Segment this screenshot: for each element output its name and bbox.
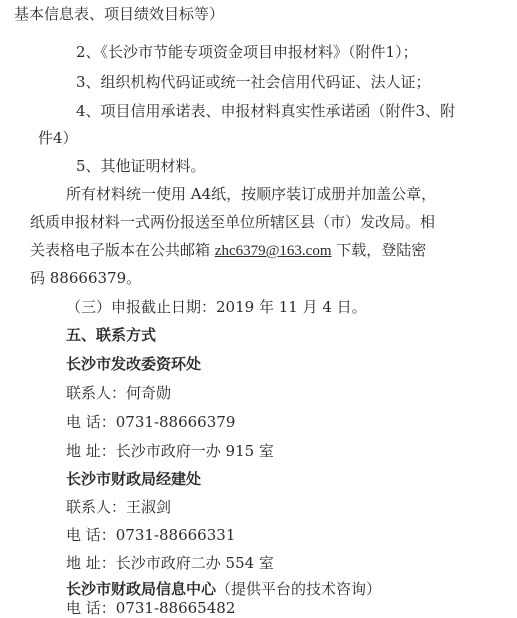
list-item-3: 3、组织机构代码证或统一社会信用代码证、法人证； bbox=[76, 73, 431, 91]
contact-org: 长沙市发改委资环处 bbox=[66, 355, 202, 373]
paragraph-text: 下载，登陆密 bbox=[336, 241, 427, 259]
contact-org-line bbox=[66, 579, 517, 599]
contact-org: 长沙市财政局经建处 bbox=[66, 470, 202, 488]
contact-org-note: （提供平台的技术咨询） bbox=[216, 580, 382, 598]
paragraph-text: 关表格电子版本在公共邮箱 bbox=[30, 241, 211, 259]
contact-phone: 电 话：0731-88666331 bbox=[66, 526, 236, 544]
section-heading: 五、联系方式 bbox=[66, 326, 157, 344]
paragraph-line: 码 88666379。 bbox=[30, 269, 142, 287]
text-line: 基本信息表、项目绩效目标等） bbox=[14, 5, 225, 23]
contact-address: 地 址：长沙市政府一办 915 室 bbox=[66, 442, 274, 460]
deadline-line: （三）申报截止日期：2019 年 11 月 4 日。 bbox=[66, 298, 367, 316]
contact-person: 联系人：何奇勋 bbox=[66, 384, 172, 402]
contact-person: 联系人：王淑剑 bbox=[66, 498, 172, 516]
paragraph-line: 纸质申报材料一式两份报送至单位所辖区县（市）发改局。相 bbox=[30, 213, 436, 231]
list-item-5: 5、其他证明材料。 bbox=[76, 157, 206, 175]
paragraph-line-email bbox=[30, 240, 517, 261]
contact-phone: 电 话：0731-88665482 bbox=[66, 599, 236, 617]
contact-phone: 电 话：0731-88666379 bbox=[66, 413, 236, 431]
list-item-4: 4、项目信用承诺表、申报材料真实性承诺函（附件3、附 bbox=[76, 102, 456, 120]
paragraph-line: 所有材料统一使用 A4纸，按顺序装订成册并加盖公章， bbox=[66, 185, 437, 203]
contact-address: 地 址：长沙市政府二办 554 室 bbox=[66, 554, 274, 572]
contact-org: 长沙市财政局信息中心 bbox=[66, 580, 217, 598]
list-item-4-cont: 件4） bbox=[38, 129, 78, 147]
list-item-2: 2、《长沙市节能专项资金项目申报材料》（附件1）； bbox=[76, 43, 418, 61]
email-link[interactable]: zhc6379@163.com bbox=[214, 243, 332, 259]
